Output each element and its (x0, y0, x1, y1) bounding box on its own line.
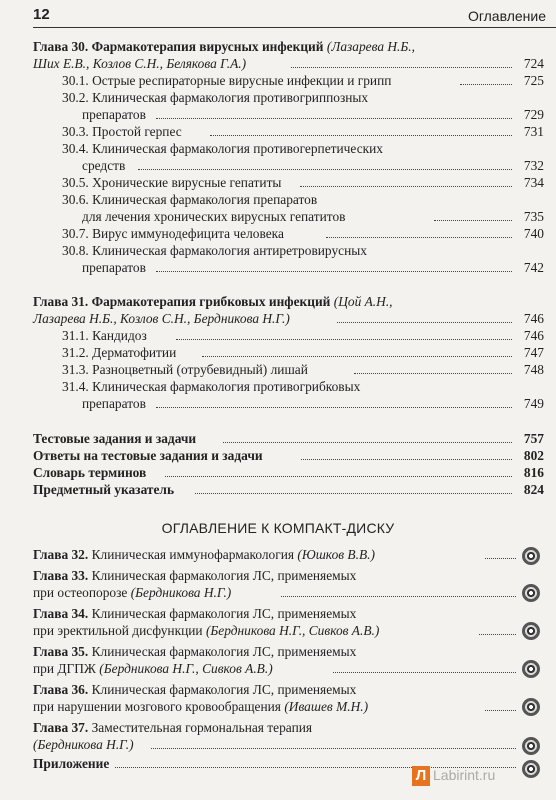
chapter-31-authors: (Цой А.Н., (333, 294, 393, 309)
toc-entry-31-3: 31.3. Разноцветный (отрубевидный) лишай 748 (62, 362, 544, 377)
cd-disc-icon (522, 547, 540, 565)
cd-entry-36-cont: при нарушении мозгового кровообращения (Ивашев М.Н.) (33, 698, 516, 715)
page-number: 12 (33, 6, 50, 23)
cd-entry-37-cont: (Бердникова Н.Г.) (33, 736, 516, 753)
chapter-31-heading (33, 293, 544, 310)
toc-entry-31-1: 31.1. Кандидоз 746 (62, 328, 544, 343)
cd-entry-32: Глава 32. Клиническая иммунофармакология (Юшков В.В.) (33, 546, 516, 563)
cd-entry-34: Глава 34. Клиническая фармакология ЛС, применяемых (33, 606, 357, 621)
cd-disc-icon (522, 584, 540, 602)
chapter-30-title: Глава 30. Фармакотерапия вирусных инфекций (33, 39, 324, 54)
cd-entry-34-cont: при эректильной дисфункции (Бердникова Н.Г., Сивков А.В.) (33, 622, 516, 639)
cd-entry-35-cont: при ДГПЖ (Бердникова Н.Г., Сивков А.В.) (33, 660, 516, 677)
chapter-31-title: Глава 31. Фармакотерапия грибковых инфекций (33, 294, 331, 309)
cd-entry-33-cont: при остеопорозе (Бердникова Н.Г.) (33, 584, 516, 601)
toc-entry-30-2-cont: препаратов 729 (82, 107, 544, 122)
toc-back-index: Предметный указатель 824 (33, 482, 544, 497)
toc-back-answers: Ответы на тестовые задания и задачи 802 (33, 448, 544, 463)
toc-entry-31-4-cont: препаратов 749 (82, 396, 544, 411)
cd-disc-icon (522, 622, 540, 640)
toc-entry-30-7: 30.7. Вирус иммунодефицита человека 740 (62, 226, 544, 241)
cd-disc-icon (522, 760, 540, 778)
cd-disc-icon (522, 698, 540, 716)
chapter-31-authors-cont: Лазарева Н.Б., Козлов С.Н., Бердникова Н.Г.) (33, 311, 290, 326)
toc-entry-30-8-cont: препаратов 742 (82, 260, 544, 275)
chapter-30-authors-cont: Ших Е.В., Козлов С.Н., Белякова Г.А.) (33, 56, 247, 71)
cd-disc-icon (522, 660, 540, 678)
cd-entry-37: Глава 37. Заместительная гормональная терапия (33, 720, 313, 735)
toc-back-tests: Тестовые задания и задачи 757 (33, 431, 544, 446)
cd-entry-33: Глава 33. Клиническая фармакология ЛС, применяемых (33, 568, 357, 583)
labirint-logo: Л (412, 766, 430, 786)
chapter-31-page: 746 (523, 311, 544, 326)
toc-entry-30-6-cont: для лечения хронических вирусных гепатитов 735 (82, 209, 544, 224)
chapter-30-heading-cont (33, 55, 544, 72)
cd-appendix: Приложение (33, 755, 516, 772)
cd-contents-title: ОГЛАВЛЕНИЕ К КОМПАКТ-ДИСКУ (161, 520, 395, 536)
toc-entry-30-1: 30.1. Острые респираторные вирусные инфекции и грипп 725 (62, 73, 544, 88)
toc-entry-30-3: 30.3. Простой герпес 731 (62, 124, 544, 139)
chapter-30-page: 724 (523, 56, 544, 71)
toc-entry-31-2: 31.2. Дерматофитии 747 (62, 345, 544, 360)
header-rule (33, 27, 556, 28)
toc-entry-30-6: 30.6. Клиническая фармакология препаратов (62, 192, 318, 207)
cd-disc-icon (522, 737, 540, 755)
running-header: Оглавление (467, 8, 546, 24)
toc-entry-31-4: 31.4. Клиническая фармакология противогрибковых (62, 379, 361, 394)
toc-entry-30-4: 30.4. Клиническая фармакология противогерпетических (62, 141, 384, 156)
chapter-30-heading (33, 38, 544, 55)
cd-entry-35: Глава 35. Клиническая фармакология ЛС, применяемых (33, 644, 357, 659)
labirint-watermark: Labirint.ru (433, 767, 496, 783)
toc-entry-30-4-cont: средств 732 (82, 158, 544, 173)
chapter-30-authors: (Лазарева Н.Б., (326, 39, 415, 54)
cd-entry-36: Глава 36. Клиническая фармакология ЛС, применяемых (33, 682, 357, 697)
chapter-31-heading-cont (33, 310, 544, 327)
toc-entry-30-5: 30.5. Хронические вирусные гепатиты 734 (62, 175, 544, 190)
toc-back-glossary: Словарь терминов 816 (33, 465, 544, 480)
toc-entry-30-8: 30.8. Клиническая фармакология антиретровирусных (62, 243, 367, 258)
toc-entry-30-2: 30.2. Клиническая фармакология противогриппозных (62, 90, 369, 105)
